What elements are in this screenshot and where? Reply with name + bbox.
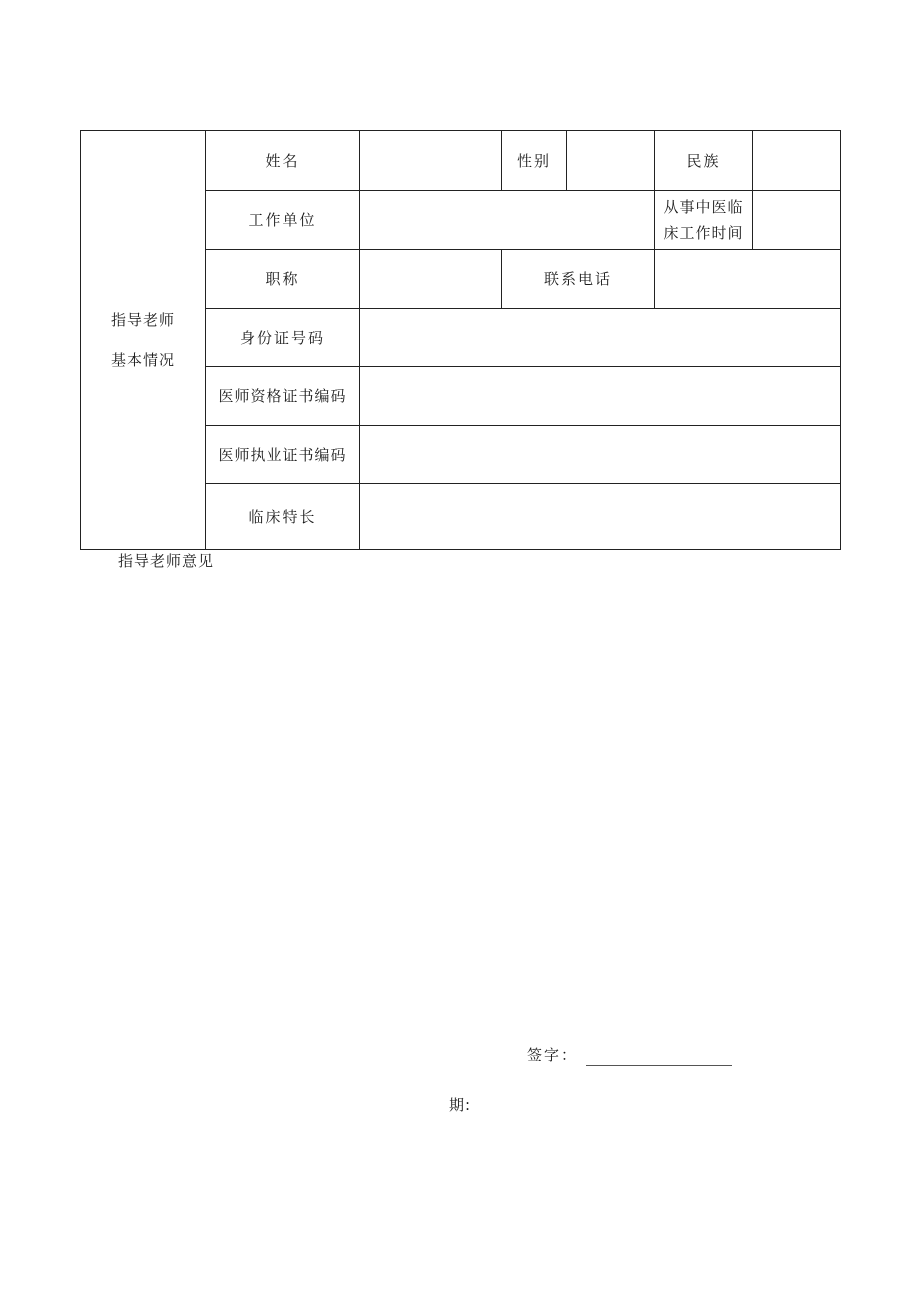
phone-label: 联系电话	[502, 250, 655, 309]
signature-field[interactable]	[586, 1051, 732, 1066]
qualification-label: 医师资格证书编码	[206, 367, 360, 426]
signature-label: 签字：	[527, 1046, 579, 1064]
tcm-years-label-line2: 床工作时间	[663, 224, 744, 242]
ethnicity-label: 民族	[655, 131, 753, 191]
license-label: 医师执业证书编码	[206, 426, 360, 484]
signature-row	[527, 1044, 732, 1066]
specialty-label: 临床特长	[206, 484, 360, 550]
work-unit-field[interactable]	[360, 191, 655, 250]
opinion-label: 指导老师意见	[118, 552, 215, 570]
gender-label: 性别	[502, 131, 567, 191]
title-label: 职称	[206, 250, 360, 309]
work-unit-label: 工作单位	[206, 191, 360, 250]
teacher-info-table	[80, 130, 841, 550]
title-field[interactable]	[360, 250, 502, 309]
name-label: 姓名	[206, 131, 360, 191]
phone-field[interactable]	[655, 250, 841, 309]
specialty-field[interactable]	[360, 484, 841, 550]
name-field[interactable]	[360, 131, 502, 191]
tcm-years-label	[655, 191, 753, 250]
tcm-years-label-line1: 从事中医临	[663, 198, 744, 216]
date-label: 期:	[449, 1096, 472, 1114]
qualification-field[interactable]	[360, 367, 841, 426]
tcm-years-field[interactable]	[753, 191, 841, 250]
section-label-line2: 基本情况	[110, 351, 175, 369]
section-label	[81, 131, 206, 550]
license-field[interactable]	[360, 426, 841, 484]
id-field[interactable]	[360, 309, 841, 367]
ethnicity-field[interactable]	[753, 131, 841, 191]
section-label-line1: 指导老师	[110, 311, 175, 329]
id-label: 身份证号码	[206, 309, 360, 367]
gender-field[interactable]	[567, 131, 655, 191]
